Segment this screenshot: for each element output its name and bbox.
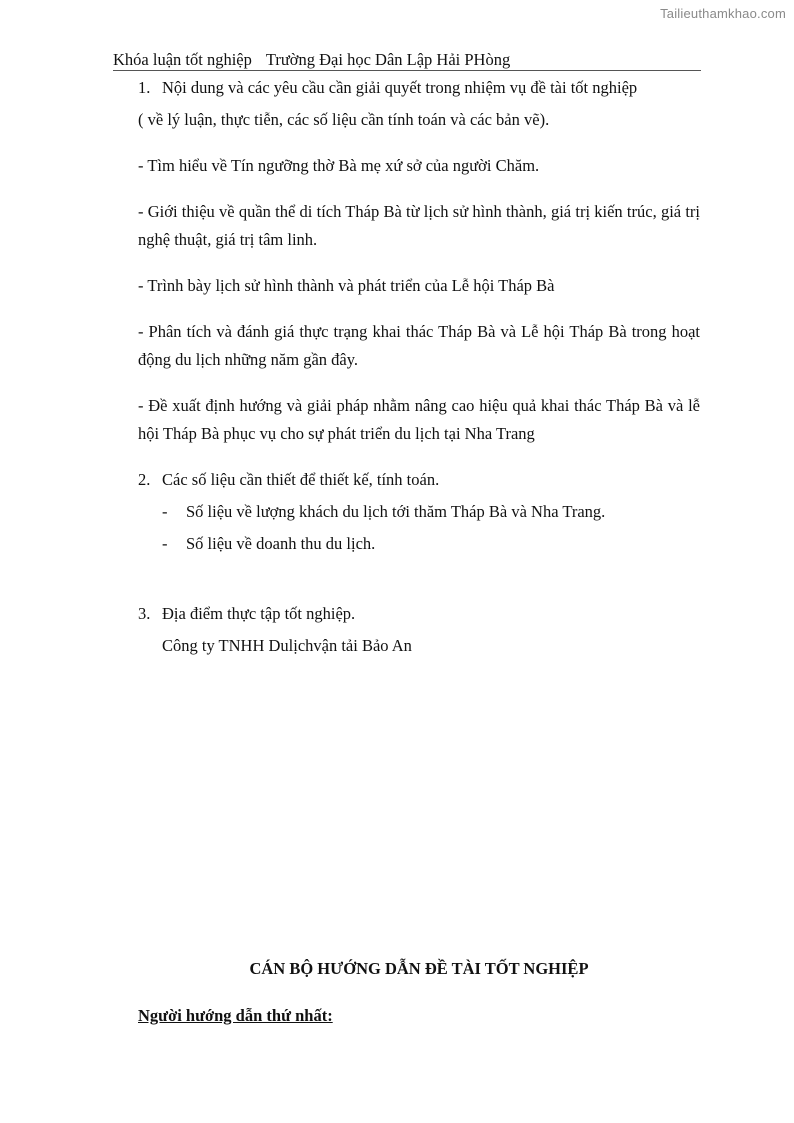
section-2-item [138,498,700,526]
document-body [138,74,700,660]
section-2-title: Các số liệu cần thiết để thiết kế, tính toán. [162,470,440,489]
section-3-title: Địa điểm thực tập tốt nghiệp. [162,604,356,623]
section-1 [138,74,700,102]
page-header [113,50,701,71]
section-2-item-text: Số liệu về lượng khách du lịch tới thăm Tháp Bà và Nha Trang. [186,502,606,521]
bullet-dash: - [162,502,168,521]
watermark: Tailieuthamkhao.com [660,6,786,21]
supervisor-heading: CÁN BỘ HƯỚNG DẪN ĐỀ TÀI TỐT NGHIỆP [249,959,589,978]
first-supervisor-label: Người hướng dẫn thứ nhất: [138,1006,333,1025]
section-2-number: 2. [138,470,151,489]
section-2 [138,466,700,494]
bullet-dash: - [162,534,168,553]
section-1-item: - Trình bày lịch sử hình thành và phát triển của Lễ hội Tháp Bà [138,276,555,295]
section-2-item [138,530,700,558]
section-1-item: - Phân tích và đánh giá thực trạng khai thác Tháp Bà và Lễ hội Tháp Bà trong hoạt động du lịch những năm gần đây. [138,322,700,369]
section-3-number: 3. [138,604,151,623]
header-left: Khóa luận tốt nghiệp [113,50,252,69]
section-3 [138,600,700,628]
section-1-subtitle: ( về lý luận, thực tiễn, các số liệu cần tính toán và các bản vẽ). [138,110,550,129]
section-2-item-text: Số liệu về doanh thu du lịch. [186,534,376,553]
section-1-title: Nội dung và các yêu cầu cần giải quyết trong nhiệm vụ đề tài tốt nghiệp [162,78,638,97]
section-1-item: - Đề xuất định hướng và giải pháp nhằm nâng cao hiệu quả khai thác Tháp Bà và lễ hội Tháp Bà phục vụ cho sự phát triển du lịch tại Nha Trang [138,396,700,443]
section-1-number: 1. [138,78,151,97]
header-right: Trường Đại học Dân Lập Hải PHòng [265,50,511,69]
section-3-detail: Công ty TNHH Dulịchvận tải Bảo An [162,636,412,655]
section-1-item: - Giới thiệu về quần thể di tích Tháp Bà từ lịch sử hình thành, giá trị kiến trúc, giá trị nghệ thuật, giá trị tâm linh. [138,202,700,249]
section-1-item: - Tìm hiểu về Tín ngưỡng thờ Bà mẹ xứ sở của người Chăm. [138,156,540,175]
